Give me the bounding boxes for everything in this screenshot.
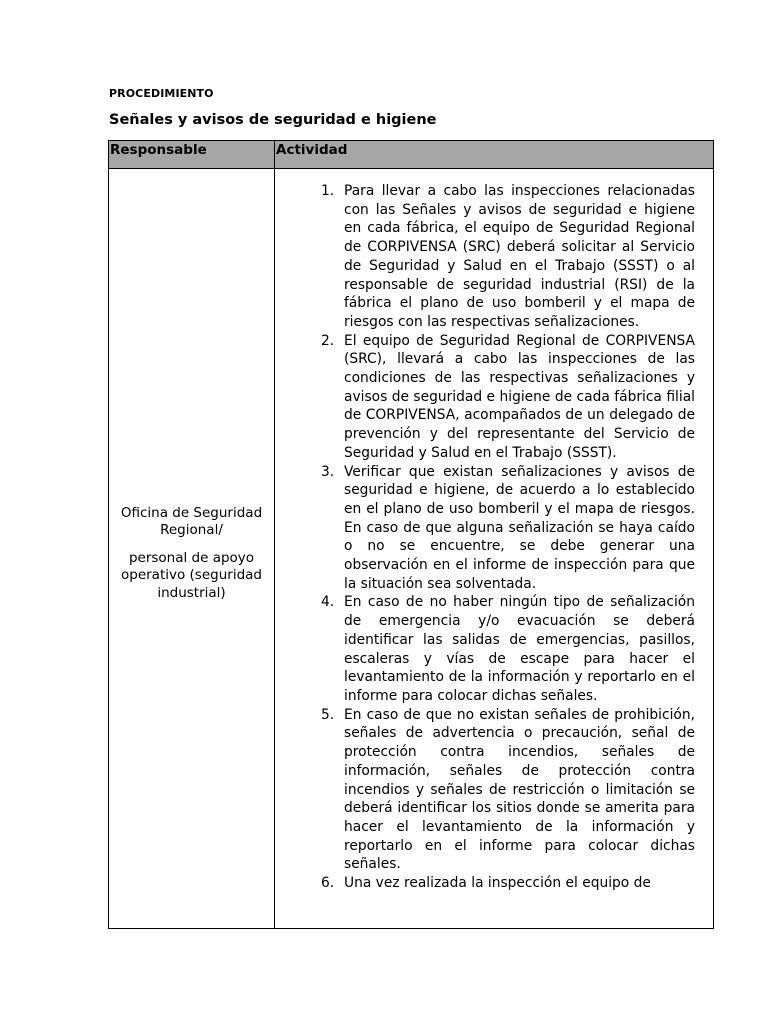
document-label: PROCEDIMIENTO [109,87,214,100]
activity-text: Verificar que existan señalizaciones y avisos de seguridad e higiene, de acuerdo a lo establecido en el plano de uso bomberil y el mapa de riesgos. En caso de que alguna señalización se haya caído o no se encuentre, se debe generar una observación en el informe de inspección para que la situación sea solventada. [344,463,695,592]
activity-text: Para llevar a cabo las inspecciones relacionadas con las Señales y avisos de seguridad e higiene en cada fábrica, el equipo de Seguridad Regional de CORPIVENSA (SRC) deberá solicitar al Servicio de Seguridad y Salud en el Trabajo (SSST) o al responsable de seguridad industrial (RSI) de la fábrica el plano de uso bomberil y el mapa de riesgos con las respectivas señalizaciones. [344,183,695,330]
activity-number: 4. [321,594,335,611]
header-responsable: Responsable [110,142,207,158]
activity-list [275,182,713,893]
activity-item-5 [275,706,713,874]
responsable-office: Oficina de Seguridad Regional/ [120,504,263,539]
responsable-personnel: personal de apoyo operativo (seguridad industrial) [121,549,262,601]
activity-item-4 [275,593,713,705]
header-actividad: Actividad [276,142,348,158]
activity-text: El equipo de Seguridad Regional de CORPIVENSA (SRC), llevará a cabo las inspecciones de las condiciones de las respectivas señalizaciones y avisos de seguridad e higiene de cada fábrica filial de CORPIVENSA, acompañados de un delegado de prevención y del representante del Servicio de Seguridad y Salud en el Trabajo (SSST). [344,332,695,461]
activity-number: 6. [321,875,335,892]
activity-number: 3. [321,463,335,480]
activity-cell [275,169,713,928]
activity-item-1 [275,182,713,332]
activity-text: En caso de que no existan señales de prohibición, señales de advertencia o precaución, señal de protección contra incendios, señales de información, señales de protección contra incendios y señales de restricción o limitación se deberá identificar los sitios donde se amerita para hacer el levantamiento de la información y reportarlo en el informe para colocar dichas señales. [344,706,695,873]
activity-text: En caso de no haber ningún tipo de señalización de emergencia y/o evacuación se deberá identificar las salidas de emergencias, pasillos, escaleras y vías de escape para hacer el levantamiento de la información y reportarlo en el informe para colocar dichas señales. [344,594,695,704]
activity-number: 5. [321,706,335,723]
document-title: Señales y avisos de seguridad e higiene [109,112,437,128]
activity-item-2 [275,332,713,463]
activity-number: 1. [321,183,335,199]
activity-item-3 [275,463,713,594]
activity-text: Una vez realizada la inspección el equipo de [344,875,651,892]
procedure-table [108,140,714,929]
activity-number: 2. [321,332,335,349]
table-header-row [109,141,713,169]
responsable-cell [109,169,274,928]
activity-item-6 [275,874,713,893]
